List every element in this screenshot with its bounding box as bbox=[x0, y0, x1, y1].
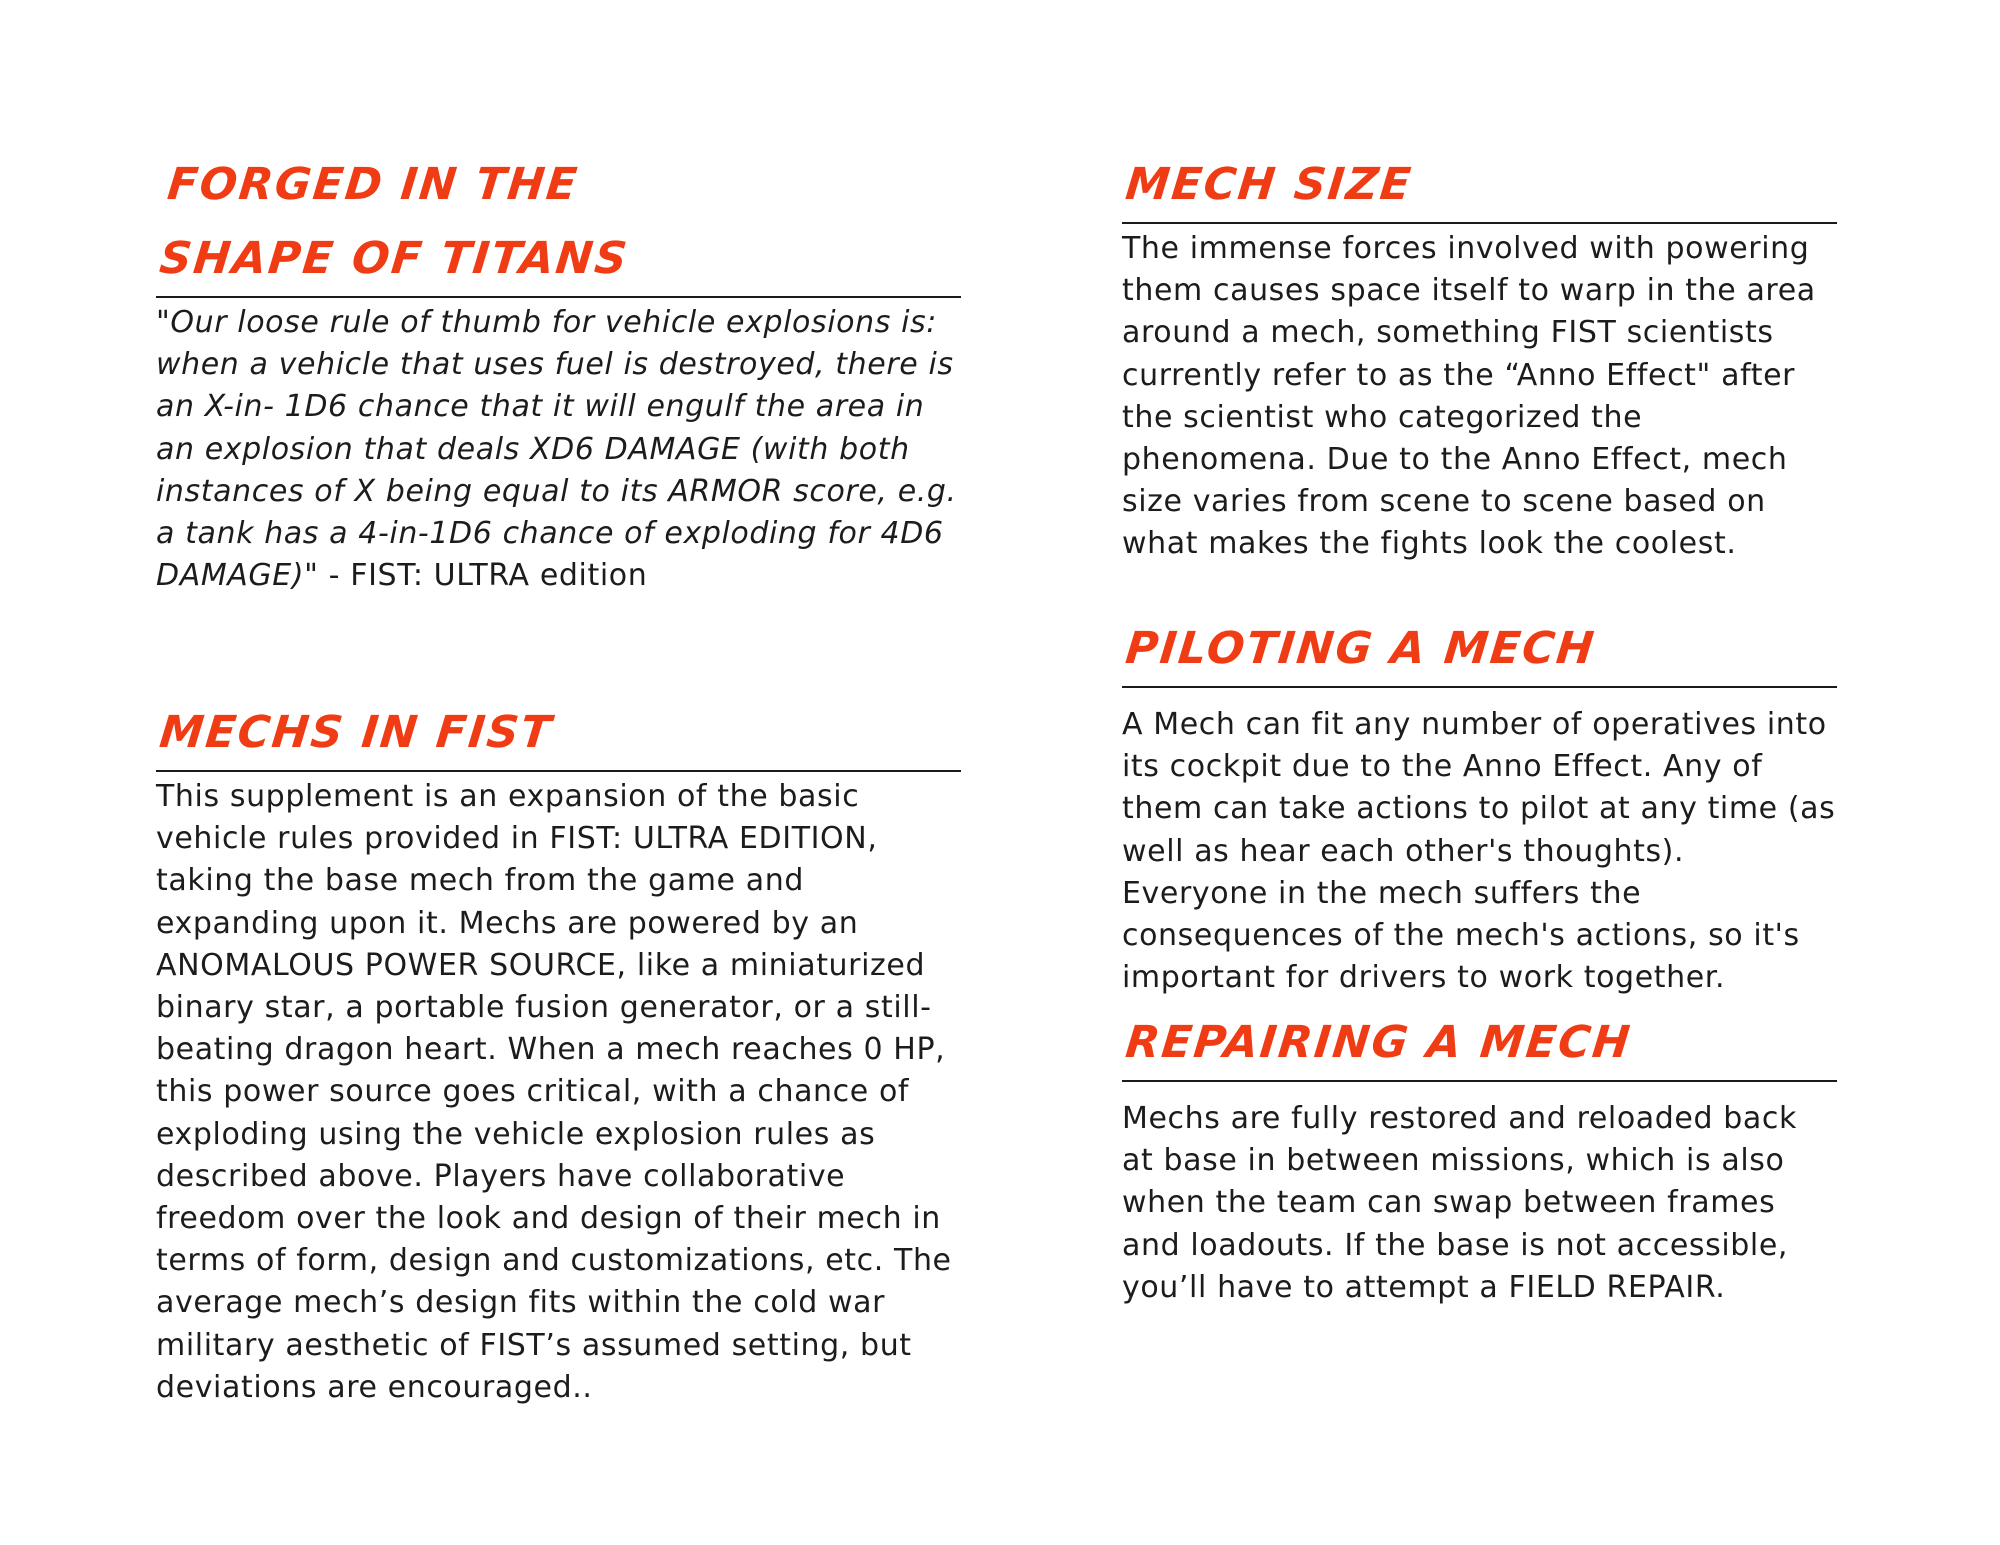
heading-line-1: FORGED IN THE bbox=[165, 159, 582, 210]
section-heading-repairing: REPAIRING A MECH bbox=[1123, 1017, 1635, 1068]
quote-text: "Our loose rule of thumb for vehicle explosions is: when a vehicle that uses fuel is destroyed, there is an X-in- 1D6 chance that it will engulf the area in an explosion that deals XD6 DAMAGE (with both instances of X being equal to its ARMOR score, e.g. a tank has a 4-in-1D6 chance of exploding for 4D6 DAMAGE)" bbox=[156, 305, 957, 594]
repairing-body: Mechs are fully restored and reloaded back at base in between missions, which is also when the team can swap between frames and loadouts. If the base is not accessible, you’ll have to attempt a FIELD REPAIR. bbox=[1122, 1101, 1797, 1305]
heading-underline bbox=[156, 770, 961, 772]
section-heading-mech-size: MECH SIZE bbox=[1123, 159, 1415, 210]
section-mech-size bbox=[1122, 148, 1837, 566]
heading-underline bbox=[156, 296, 961, 298]
piloting-body: A Mech can fit any number of operatives into its cockpit due to the Anno Effect. Any of them can take actions to pilot at any time (as well as hear each other's thoughts). Everyone in the mech suffers the consequences of the mech's actions, so it's important for drivers to work together. bbox=[1122, 707, 1836, 996]
section-heading-piloting: PILOTING A MECH bbox=[1123, 623, 1599, 674]
section-mechs-in-fist bbox=[156, 696, 961, 1409]
heading-line-2: SHAPE OF TITANS bbox=[157, 233, 632, 284]
section-piloting-a-mech bbox=[1122, 612, 1837, 999]
vehicle-explosion-quote bbox=[156, 302, 961, 597]
section-repairing-a-mech bbox=[1122, 1006, 1837, 1309]
heading-underline bbox=[1122, 686, 1837, 688]
section-heading-forged bbox=[156, 148, 977, 296]
heading-underline bbox=[1122, 222, 1837, 224]
mech-size-body: The immense forces involved with powering them causes space itself to warp in the area around a mech, something FIST scientists currently refer to as the “Anno Effect" after the scientist who categorized the phenomena. Due to the Anno Effect, mech size varies from scene to scene based on what makes the fights look the coolest. bbox=[1122, 231, 1816, 562]
section-forged-in-the-shape-of-titans bbox=[156, 148, 961, 597]
section-heading-mechs-in-fist: MECHS IN FIST bbox=[157, 707, 556, 758]
quote-attribution: - FIST: ULTRA edition bbox=[318, 558, 648, 594]
heading-underline bbox=[1122, 1080, 1837, 1082]
mechs-in-fist-body: This supplement is an expansion of the basic vehicle rules provided in FIST: ULTRA EDITION, taking the base mech from the game and expanding upon it. Mechs are powered by an ANOMALOUS POWER SOURCE, like a miniaturized binary star, a portable fusion generator, or a still-beating dragon heart. When a mech reaches 0 HP, this power source goes critical, with a chance of exploding using the vehicle explosion rules as described above. Players have collaborative freedom over the look and design of their mech in terms of form, design and customizations, etc. The average mech’s design fits within the cold war military aesthetic of FIST’s assumed setting, but deviations are encouraged.. bbox=[156, 779, 952, 1405]
